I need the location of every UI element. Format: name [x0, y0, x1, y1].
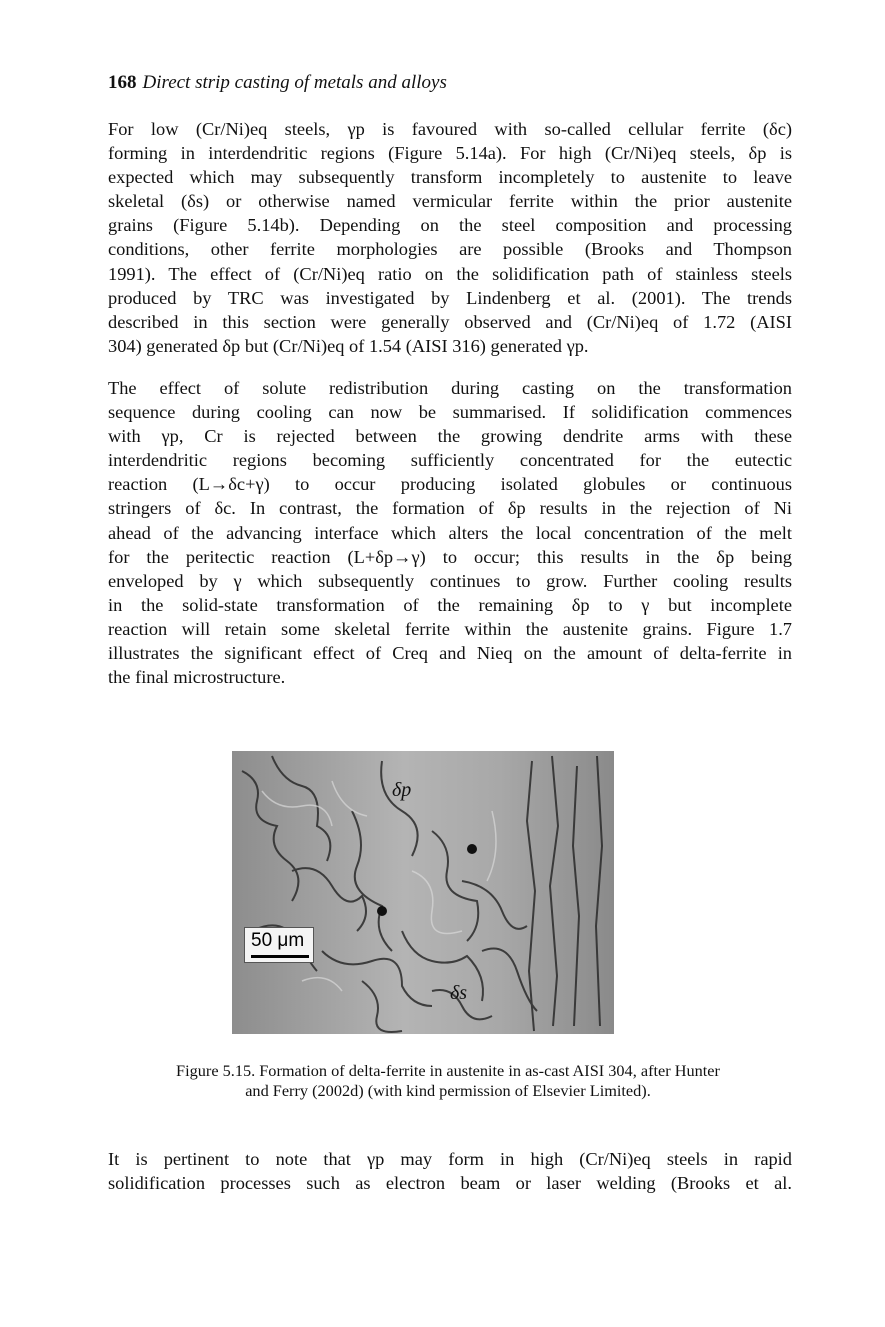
text-line: 1991). The effect of (Cr/Ni)eq ratio on the solidification path of stainless steels	[108, 263, 792, 284]
scale-bar	[251, 955, 309, 958]
text-line: For low (Cr/Ni)eq steels, γp is favoured with so-called cellular ferrite (δc)	[108, 119, 792, 139]
text-line: 304) generated δp but (Cr/Ni)eq of 1.54 (AISI 316) generated γp.	[108, 335, 589, 356]
page-number: 168	[108, 72, 137, 93]
figure-caption	[112, 1061, 784, 1101]
scale-bar-label: 50 μm	[251, 930, 305, 951]
text-line: It is pertinent to note that γp may form in high (Cr/Ni)eq steels in rapid	[108, 1149, 792, 1169]
paragraph-1	[108, 117, 792, 358]
text-line: produced by TRC was investigated by Lindenberg et al. (2001). The trends	[108, 287, 792, 308]
text-line: solidification processes such as electron beam or laser welding (Brooks et al.	[108, 1173, 792, 1194]
paragraph-2	[108, 376, 792, 689]
caption-line: Figure 5.15. Formation of delta-ferrite in austenite in as-cast AISI 304, after Hunter	[176, 1061, 720, 1080]
text-line: in the solid-state transformation of the remaining δp to γ but incomplete	[108, 594, 792, 615]
text-line: skeletal (δs) or otherwise named vermicular ferrite within the prior austenite	[108, 191, 792, 212]
text-line: with γp, Cr is rejected between the growing dendrite arms with these	[108, 426, 792, 447]
micrograph-image	[232, 751, 614, 1034]
text-line: described in this section were generally observed and (Cr/Ni)eq of 1.72 (AISI	[108, 311, 792, 332]
text-line: interdendritic regions becoming sufficiently concentrated for the eutectic	[108, 450, 792, 471]
text-line: conditions, other ferrite morphologies are possible (Brooks and Thompson	[108, 239, 792, 260]
text-line: stringers of δc. In contrast, the formation of δp results in the rejection of Ni	[108, 498, 792, 519]
text-line: ahead of the advancing interface which alters the local concentration of the melt	[108, 522, 792, 543]
delta-p-label: δp	[392, 779, 412, 801]
delta-s-label: δs	[450, 982, 468, 1004]
caption-line: and Ferry (2002d) (with kind permission of Elsevier Limited).	[245, 1081, 651, 1100]
text-line: The effect of solute redistribution during casting on the transformation	[108, 378, 792, 398]
paragraph-3	[108, 1147, 792, 1195]
text-line: sequence during cooling can now be summarised. If solidification commences	[108, 402, 792, 423]
page-header	[108, 72, 447, 94]
micrograph-figure	[232, 751, 614, 1034]
text-line: expected which may subsequently transform incompletely to austenite to leave	[108, 167, 792, 188]
running-title: Direct strip casting of metals and alloys	[142, 72, 447, 93]
text-line: enveloped by γ which subsequently continues to grow. Further cooling results	[108, 570, 792, 591]
scale-bar-box	[244, 927, 314, 963]
text-line: grains (Figure 5.14b). Depending on the steel composition and processing	[108, 215, 792, 236]
text-line: reaction (L→δc+γ) to occur producing isolated globules or continuous	[108, 474, 792, 495]
text-line: reaction will retain some skeletal ferrite within the austenite grains. Figure 1.7	[108, 618, 792, 639]
text-line: the final microstructure.	[108, 667, 286, 688]
text-line: for the peritectic reaction (L+δp→γ) to occur; this results in the δp being	[108, 546, 792, 567]
text-line: illustrates the significant effect of Creq and Nieq on the amount of delta-ferrite in	[108, 643, 792, 664]
text-line: forming in interdendritic regions (Figure 5.14a). For high (Cr/Ni)eq steels, δp is	[108, 143, 792, 164]
